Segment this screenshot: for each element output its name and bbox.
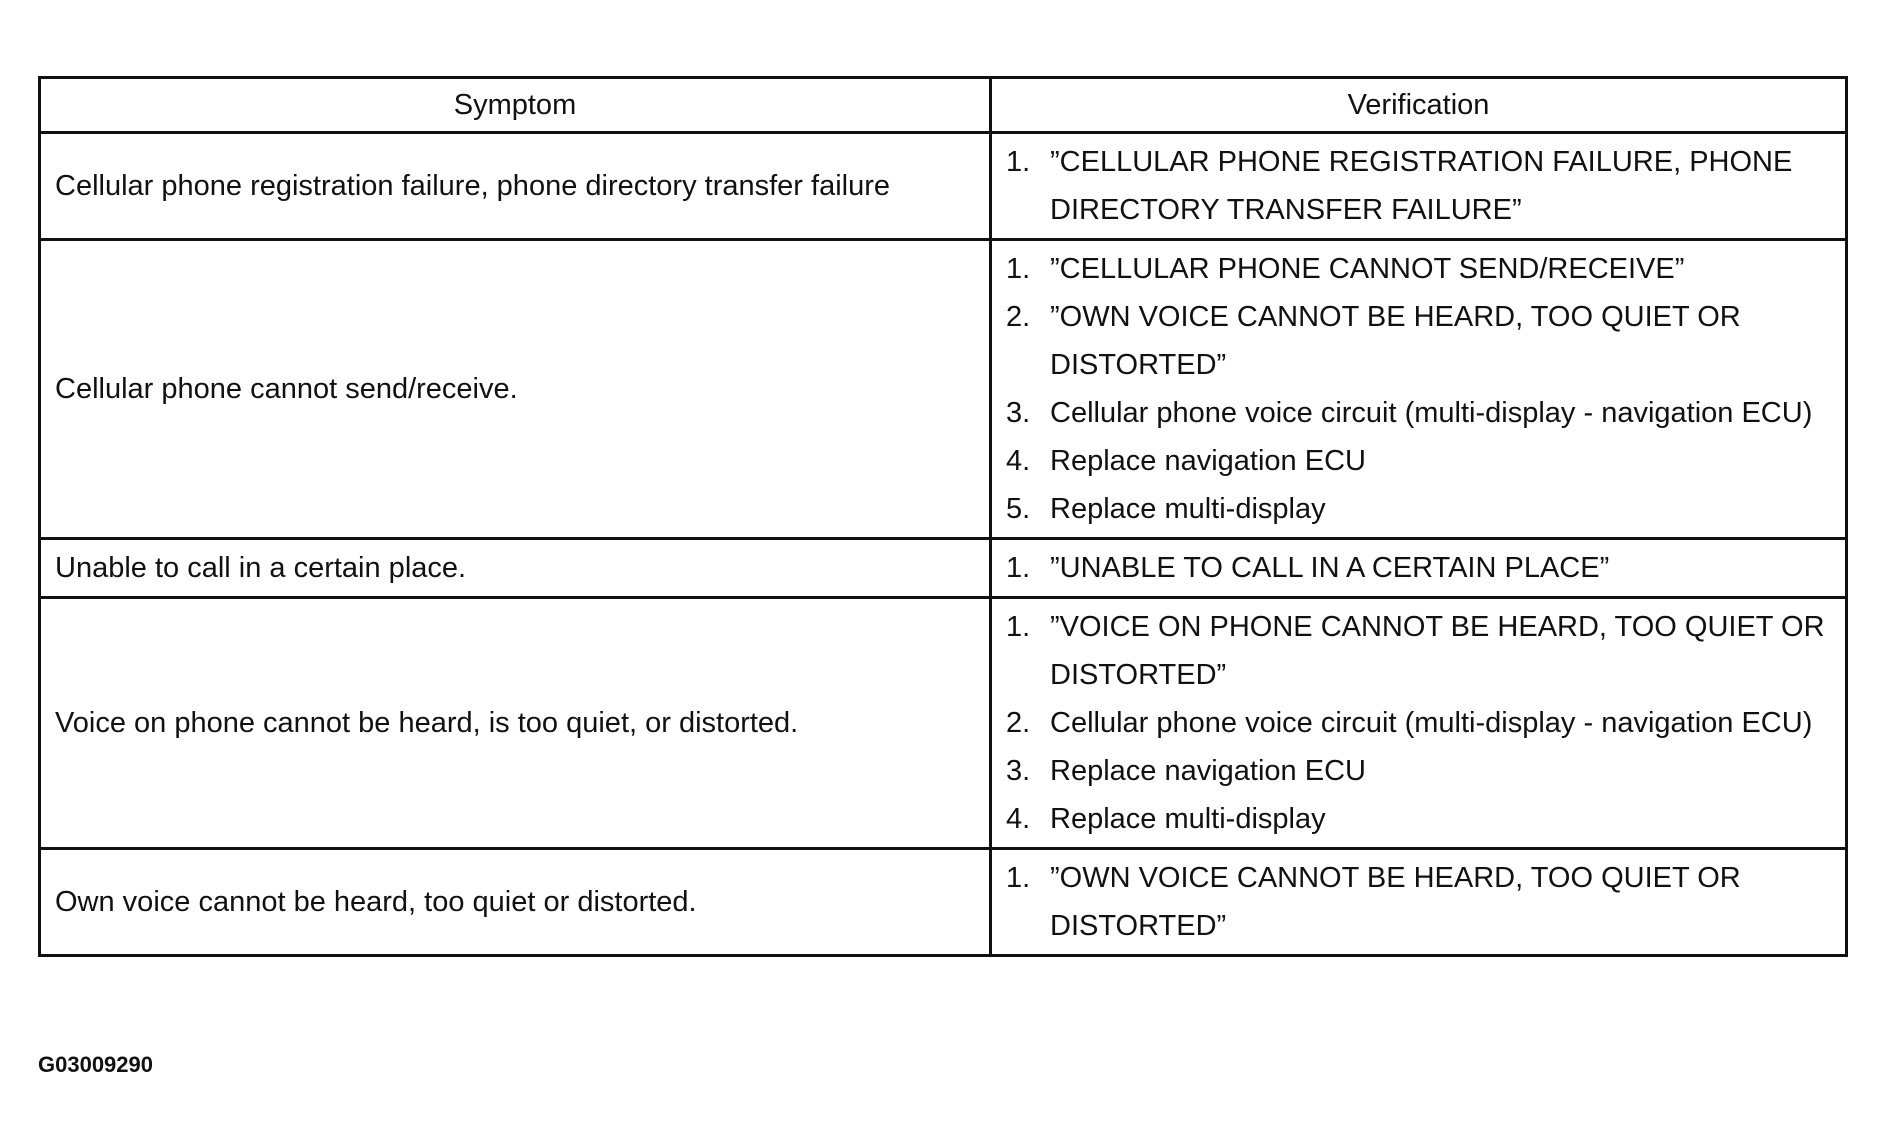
table-row xyxy=(40,849,1847,956)
step-number: 4. xyxy=(1006,803,1031,835)
verification-step xyxy=(1006,544,1835,592)
column-header-symptom: Symptom xyxy=(40,78,991,133)
verification-cell xyxy=(991,598,1847,849)
step-number: 1. xyxy=(1006,552,1031,584)
verification-step xyxy=(1006,138,1835,234)
step-number: 3. xyxy=(1006,755,1031,787)
verification-step xyxy=(1006,699,1835,747)
verification-cell xyxy=(991,849,1847,956)
step-number: 4. xyxy=(1006,445,1031,477)
step-number: 5. xyxy=(1006,493,1031,525)
step-text: Replace navigation ECU xyxy=(1050,755,1366,787)
table-row xyxy=(40,133,1847,240)
table-header-row xyxy=(40,78,1847,133)
table-row xyxy=(40,240,1847,539)
step-text: Replace multi-display xyxy=(1050,493,1326,525)
verification-steps xyxy=(1006,138,1835,234)
step-number: 1. xyxy=(1006,146,1031,178)
table-row xyxy=(40,598,1847,849)
step-number: 1. xyxy=(1006,611,1031,643)
figure-id-label: G03009290 xyxy=(38,1052,153,1077)
verification-steps xyxy=(1006,854,1835,950)
step-text: ”VOICE ON PHONE CANNOT BE HEARD, TOO QUIET OR DISTORTED” xyxy=(1050,611,1825,691)
verification-step xyxy=(1006,854,1835,950)
step-number: 2. xyxy=(1006,301,1031,333)
step-text: ”CELLULAR PHONE CANNOT SEND/RECEIVE” xyxy=(1050,253,1685,285)
symptom-cell: Voice on phone cannot be heard, is too quiet, or distorted. xyxy=(40,598,991,849)
step-number: 3. xyxy=(1006,397,1031,429)
verification-steps xyxy=(1006,603,1835,843)
verification-step xyxy=(1006,747,1835,795)
symptom-cell: Cellular phone cannot send/receive. xyxy=(40,240,991,539)
column-header-verification: Verification xyxy=(991,78,1847,133)
step-text: ”OWN VOICE CANNOT BE HEARD, TOO QUIET OR DISTORTED” xyxy=(1050,862,1741,942)
verification-cell xyxy=(991,240,1847,539)
step-text: Replace multi-display xyxy=(1050,803,1326,835)
diagnosis-table-container xyxy=(38,76,1845,957)
verification-step xyxy=(1006,245,1835,293)
step-text: Cellular phone voice circuit (multi-display - navigation ECU) xyxy=(1050,397,1813,429)
verification-steps xyxy=(1006,544,1835,592)
symptom-verification-table xyxy=(38,76,1848,957)
verification-step xyxy=(1006,389,1835,437)
step-text: Cellular phone voice circuit (multi-display - navigation ECU) xyxy=(1050,707,1813,739)
step-number: 1. xyxy=(1006,862,1031,894)
verification-step xyxy=(1006,293,1835,389)
verification-steps xyxy=(1006,245,1835,533)
step-number: 1. xyxy=(1006,253,1031,285)
step-text: ”OWN VOICE CANNOT BE HEARD, TOO QUIET OR DISTORTED” xyxy=(1050,301,1741,381)
symptom-cell: Own voice cannot be heard, too quiet or distorted. xyxy=(40,849,991,956)
verification-step xyxy=(1006,437,1835,485)
verification-step xyxy=(1006,485,1835,533)
verification-step xyxy=(1006,795,1835,843)
step-text: ”UNABLE TO CALL IN A CERTAIN PLACE” xyxy=(1050,552,1610,584)
step-text: ”CELLULAR PHONE REGISTRATION FAILURE, PHONE DIRECTORY TRANSFER FAILURE” xyxy=(1050,146,1793,226)
verification-cell xyxy=(991,539,1847,598)
table-row xyxy=(40,539,1847,598)
step-text: Replace navigation ECU xyxy=(1050,445,1366,477)
symptom-cell: Cellular phone registration failure, phone directory transfer failure xyxy=(40,133,991,240)
verification-cell xyxy=(991,133,1847,240)
step-number: 2. xyxy=(1006,707,1031,739)
symptom-cell: Unable to call in a certain place. xyxy=(40,539,991,598)
verification-step xyxy=(1006,603,1835,699)
